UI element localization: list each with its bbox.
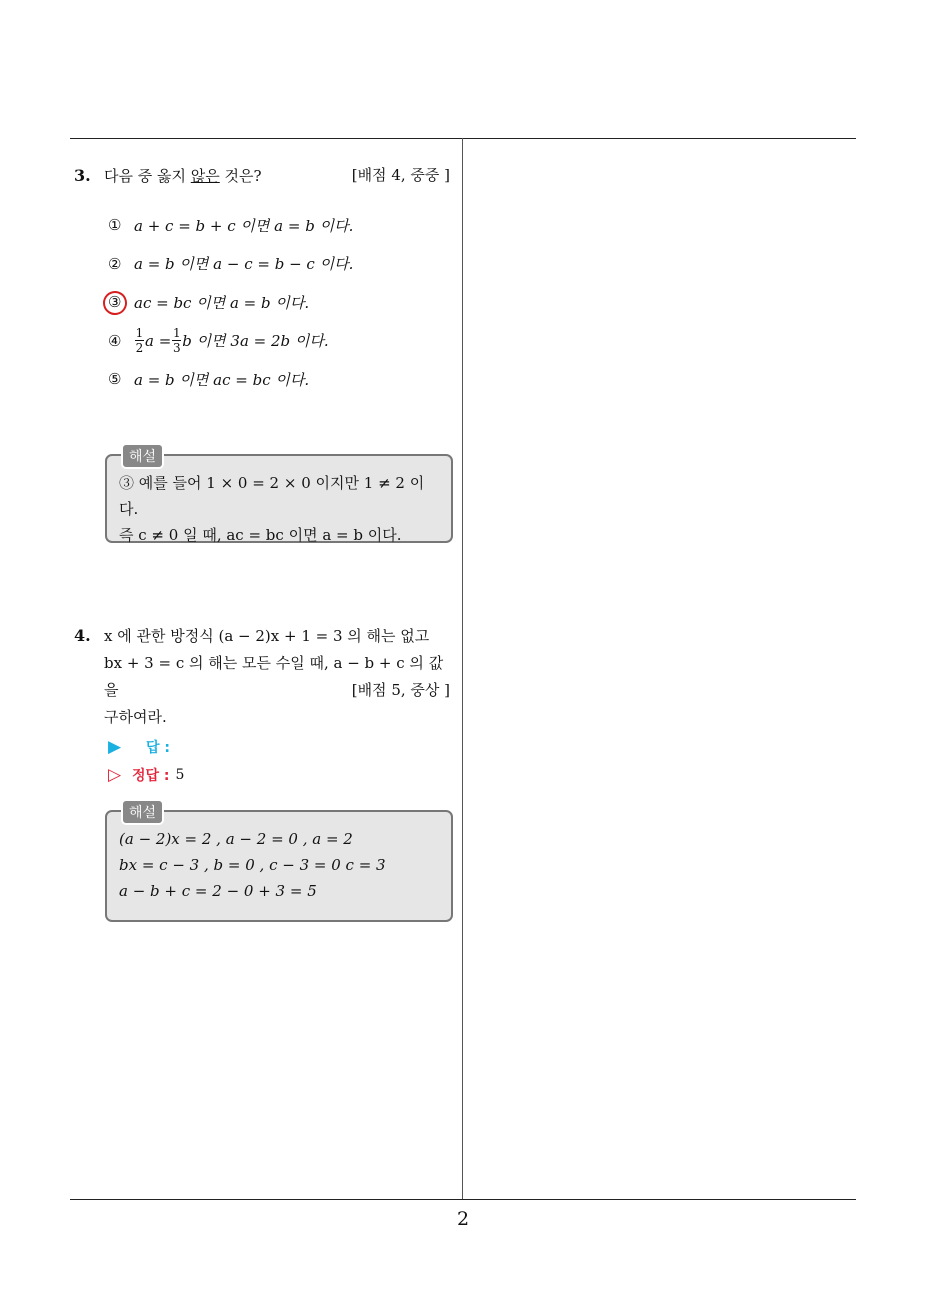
- page-number: 2: [456, 1208, 470, 1230]
- answer-input-row[interactable]: [108, 733, 456, 761]
- choice-4[interactable]: [108, 322, 456, 361]
- choice-list: [108, 206, 456, 399]
- choice-text: a + c = b + c 이면 a = b 이다.: [134, 216, 354, 235]
- choice-text: a = b 이면 ac = bc 이다.: [134, 370, 310, 389]
- score-label: [배점 4, 중중 ]: [351, 166, 450, 184]
- question-4-header: [74, 622, 456, 650]
- question-number: 3.: [74, 166, 91, 185]
- question-4: [74, 622, 456, 789]
- solution-line: (a − 2)x = 2 , a − 2 = 0 , a = 2: [119, 830, 353, 848]
- solution-line: a − b + c = 2 − 0 + 3 = 5: [119, 882, 317, 900]
- question-3: [74, 162, 456, 399]
- choice-5[interactable]: [108, 360, 456, 399]
- solution-tag: 해설: [121, 443, 164, 469]
- choice-text: ac = bc 이면 a = b 이다.: [134, 293, 310, 312]
- question-text-part: 것은?: [219, 167, 262, 185]
- choice-text: a = b 이면 a − c = b − c 이다.: [134, 255, 354, 274]
- question-3-header: [74, 162, 456, 190]
- solution-body: [107, 812, 451, 914]
- fraction-denominator: 3: [172, 341, 181, 356]
- correct-answer-label: 정답 :: [132, 768, 170, 784]
- solution-line: bx = c − 3 , b = 0 , c − 3 = 0 c = 3: [119, 856, 386, 874]
- question-text: [104, 623, 456, 650]
- score-label: [배점 5, 중상 ]: [351, 681, 450, 699]
- solution-box-q4: [105, 805, 453, 922]
- question-line: bx + 3 = c 의 해는 모든 수일 때, a − b + c 의 값을: [104, 654, 444, 699]
- solution-tag: 해설: [121, 799, 164, 825]
- choice-mark: ③: [108, 293, 122, 312]
- solution-body: [107, 456, 451, 558]
- choice-2[interactable]: [108, 245, 456, 284]
- question-line: 구하여라.: [104, 708, 167, 726]
- fraction: [172, 327, 181, 354]
- correct-answer-value: 5: [175, 767, 185, 783]
- bottom-rule: [70, 1199, 856, 1200]
- question-text-underlined: 않은: [190, 167, 220, 185]
- correct-answer-row: [108, 761, 456, 789]
- outline-arrow-icon: ▷: [108, 765, 122, 785]
- choice-text-mid: a =: [145, 331, 172, 350]
- answer-label: 답 :: [146, 740, 170, 756]
- solution-box-q3: [105, 449, 453, 544]
- choice-1[interactable]: [108, 206, 456, 245]
- solution-line: 즉 c ≠ 0 일 때, ac = bc 이면 a = b 이다.: [119, 526, 402, 544]
- question-continuation: [104, 650, 456, 731]
- fraction-numerator: 1: [135, 326, 144, 341]
- fraction-numerator: 1: [172, 326, 181, 341]
- play-arrow-icon: ▶: [108, 737, 122, 757]
- selected-circle-mark: [101, 289, 129, 317]
- column-divider: [462, 138, 463, 1200]
- choice-mark-holder: [108, 293, 121, 311]
- fraction-denominator: 2: [135, 341, 144, 356]
- choice-mark: ④: [108, 331, 122, 350]
- choice-mark: ①: [108, 216, 122, 235]
- choice-text-tail: b 이면 3a = 2b 이다.: [182, 332, 329, 351]
- question-line: x 에 관한 방정식 (a − 2)x + 1 = 3 의 해는 없고: [104, 627, 430, 645]
- choice-mark-wrap: [108, 293, 134, 311]
- choice-mark: ②: [108, 254, 122, 273]
- top-rule: [70, 138, 856, 139]
- choice-3[interactable]: [108, 283, 456, 322]
- fraction: [135, 327, 144, 354]
- question-text-part: 다음 중 옳지: [104, 167, 191, 185]
- choice-mark: ⑤: [108, 370, 122, 389]
- solution-line: ③ 예를 들어 1 × 0 = 2 × 0 이지만 1 ≠ 2 이다.: [119, 474, 425, 518]
- question-number: 4.: [74, 626, 91, 645]
